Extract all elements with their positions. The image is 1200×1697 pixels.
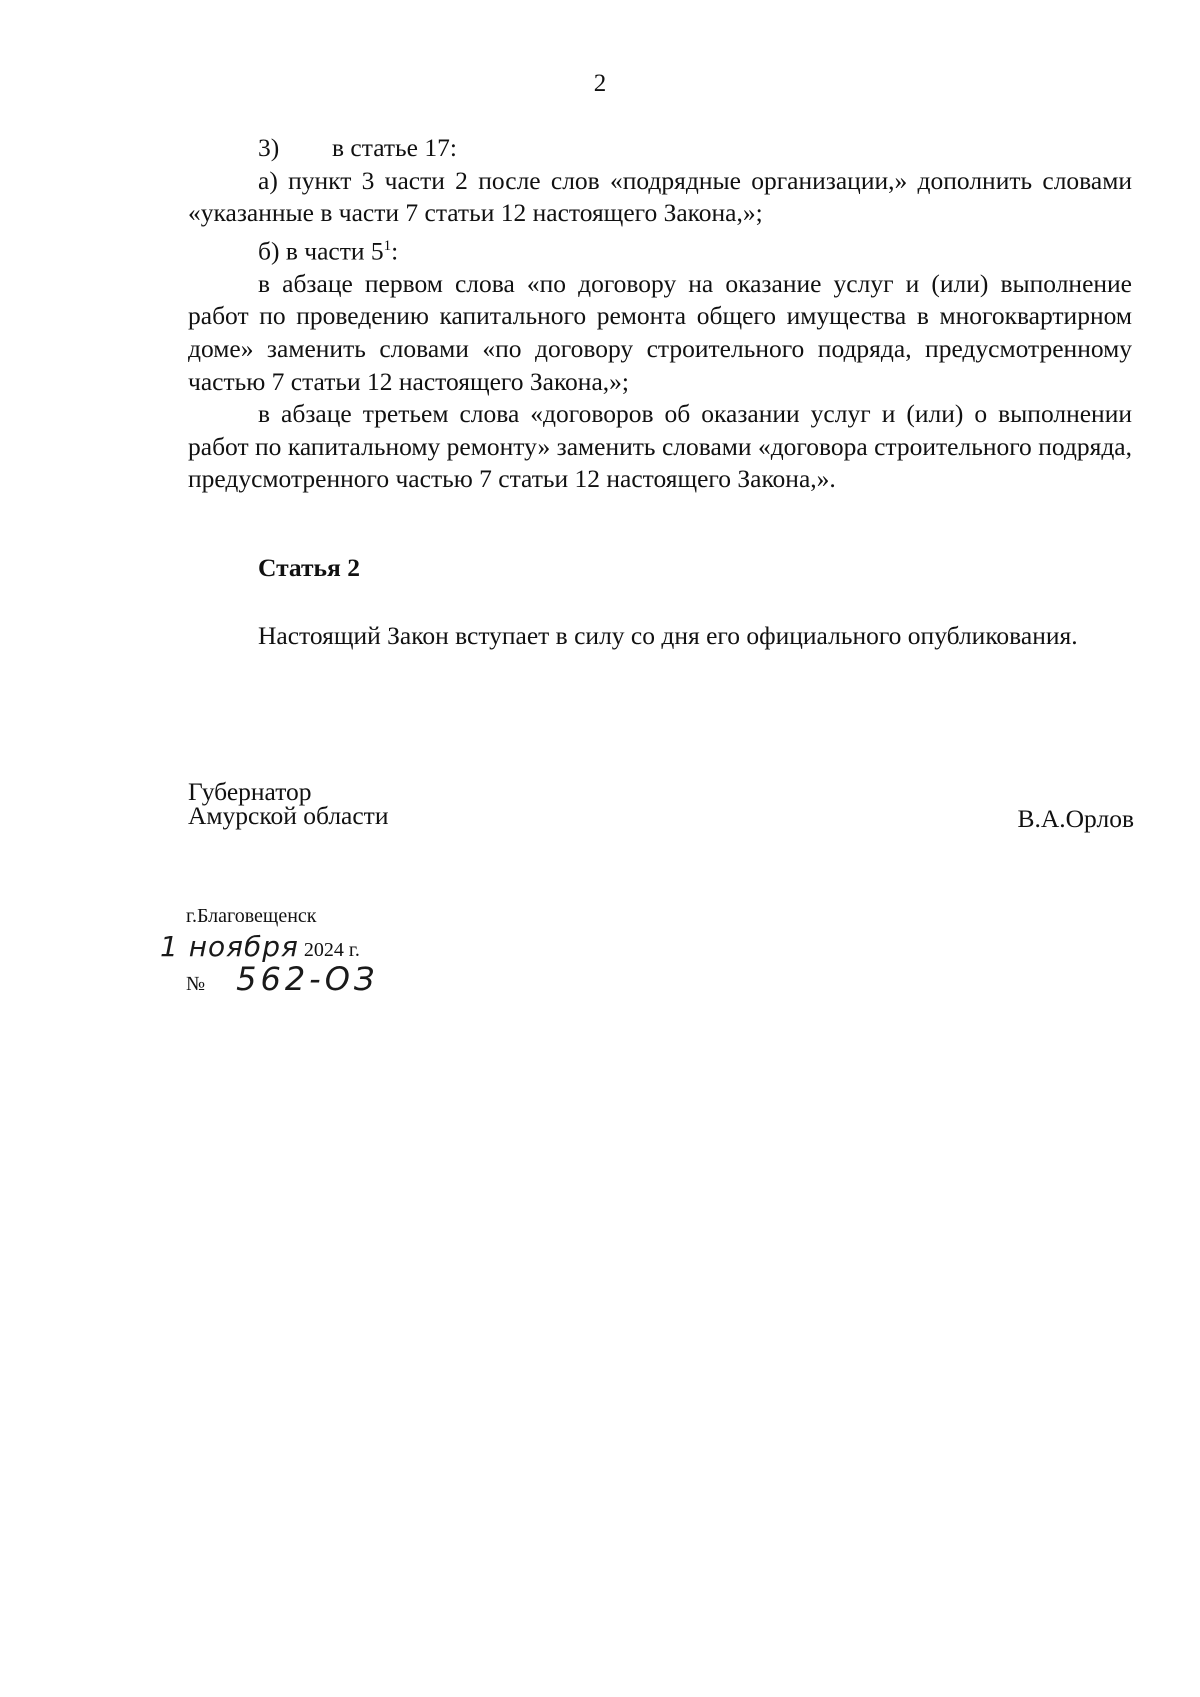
number-label: № (186, 973, 206, 995)
place-city: г.Благовещенск (186, 905, 317, 927)
paragraph-b (188, 230, 1132, 268)
paragraph-b-superscript: 1 (383, 237, 392, 254)
article-2-body (188, 620, 1132, 653)
paragraph-b-prefix: б) в части 5 (258, 236, 384, 266)
item-3-text: в статье 17: (332, 133, 457, 162)
article-2-heading: Статья 2 (258, 553, 360, 582)
item-3-number: 3) (258, 133, 280, 162)
date-line (160, 930, 360, 963)
signatory-title (188, 777, 389, 830)
item-3 (188, 132, 1132, 165)
signatory-name: В.А.Орлов (1017, 804, 1134, 833)
amendments-text (188, 132, 1132, 496)
handwritten-law-number: 562-ОЗ (236, 960, 379, 998)
date-year: 2024 г. (303, 939, 360, 961)
handwritten-date: 1 ноября (160, 930, 299, 963)
law-number-line (186, 960, 378, 998)
paragraph-b-suffix: : (391, 236, 399, 266)
page-number: 2 (593, 70, 607, 97)
paragraph-first-abzats: в абзаце первом слова «по договору на оказание услуг и (или) выполнение работ по проведению капитального ремонта общего имущества в многоквартирном доме» заменить словами «по договору строительного подряда, предусмотренному частью 7 статьи 12 настоящего Закона,»; (188, 268, 1132, 396)
paragraph-a: а) пункт 3 части 2 после слов «подрядные организации,» дополнить словами «указанные в части 7 статьи 12 настоящего Закона,»; (188, 165, 1132, 228)
signatory-title-line-1: Губернатор (188, 777, 312, 806)
article-2-text: Настоящий Закон вступает в силу со дня его официального опубликования. (258, 621, 1078, 650)
signatory-title-line-2: Амурской области (188, 801, 389, 830)
paragraph-third-abzats: в абзаце третьем слова «договоров об оказании услуг и (или) о выполнении работ по капитальному ремонту» заменить словами «договора строительного подряда, предусмотренного частью 7 статьи 12 настоящего Закона,». (188, 399, 1132, 494)
